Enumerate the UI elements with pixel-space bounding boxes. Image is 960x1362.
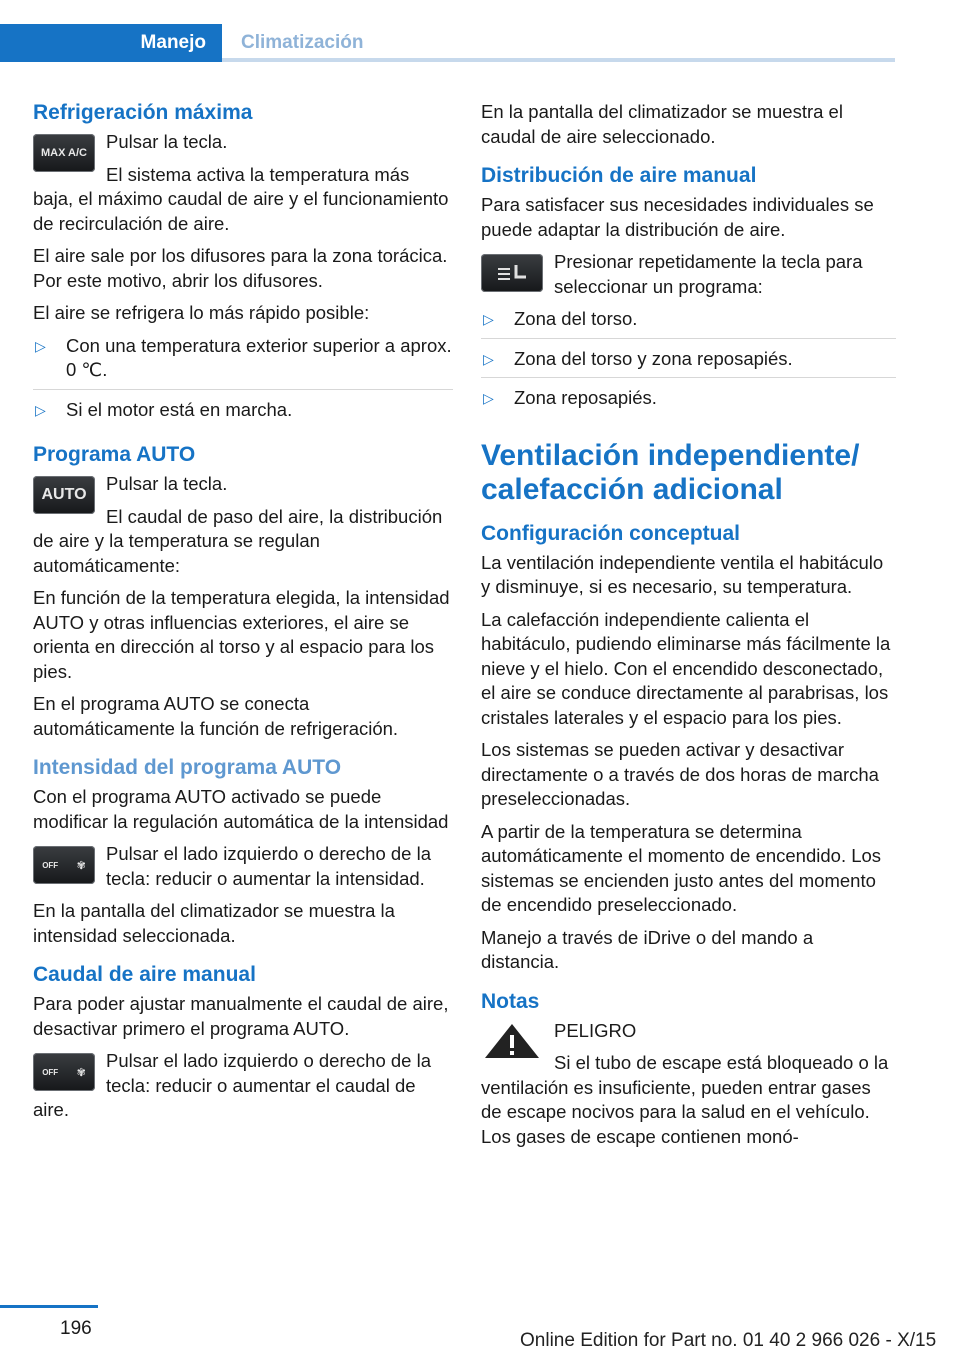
paragraph: La calefacción independiente calienta el habitáculo, pudiendo eliminarse más fácilmente la nieve y el hielo. Con el encendido desconectado, el aire se conduce directamente al parabrisas, los cristales laterales y el espacio para los pies. <box>481 608 891 728</box>
paragraph: A partir de la temperatura se determina automáticamente el momento de encendido. Los sistemas se encienden justo antes del momento de encendido preseleccionado. <box>481 820 882 915</box>
right-column <box>481 100 896 1157</box>
triangle-bullet-icon: ▷ <box>35 401 46 418</box>
fan-icon: ✾ <box>76 859 86 872</box>
paragraph: En función de la temperatura elegida, la intensidad AUTO y otras influencias exteriores, el aire se orienta en dirección al torso y al espacio para los pies. <box>33 587 450 682</box>
triangle-bullet-icon: ▷ <box>35 337 46 354</box>
paragraph: Si el tubo de escape está bloqueado o la ventilación es insuficiente, pueden entrar gases de escape nocivos para la salud en el vehículo. Los gases de escape contienen monó- <box>481 1052 889 1147</box>
paragraph: La ventilación independiente ventila el habitáculo y disminuye, si es necesario, su temperatura. <box>481 551 884 597</box>
paragraph: Los sistemas se pueden activar y desactivar directamente o a través de dos horas de marcha preseleccionadas. <box>481 739 879 809</box>
fan-off-label: OFF <box>42 1067 59 1077</box>
list-item: ▷ Zona reposapiés. <box>481 386 896 417</box>
section-title-caudal: Caudal de aire manual <box>33 963 256 986</box>
section-title-notas: Notas <box>481 989 540 1013</box>
paragraph: En la pantalla del climatizador se muestra la intensidad seleccionada. <box>33 900 395 946</box>
header-tabs <box>0 24 895 62</box>
paragraph: En el programa AUTO se conecta automáticamente la función de refrigeración. <box>33 693 399 739</box>
list-item: ▷ Zona del torso. <box>481 307 896 339</box>
max-ac-key-icon: MAX A/C <box>33 134 95 172</box>
list-item: ▷ Si el motor está en marcha. <box>33 398 453 429</box>
chapter-title: Ventilación independiente/ calefacción adicional <box>481 438 860 506</box>
paragraph: En la pantalla del climatizador se muestra el caudal de aire seleccionado. <box>481 101 843 147</box>
paragraph: El aire sale por los difusores para la zona torácica. Por este motivo, abrir los difusores. <box>33 245 448 291</box>
left-column <box>33 100 453 1131</box>
paragraph: Con el programa AUTO activado se puede modificar la regulación automática de la intensidad <box>33 786 449 832</box>
paragraph: Para poder ajustar manualmente el caudal de aire, desactivar primero el programa AUTO. <box>33 993 449 1039</box>
section-title-distribucion: Distribución de aire manual <box>481 164 757 187</box>
fan-icon: ✾ <box>76 1066 86 1079</box>
bullet-list <box>481 307 896 417</box>
air-distribution-key-icon <box>481 254 543 292</box>
page-number-rule <box>0 1305 98 1308</box>
edition-footer: Online Edition for Part no. 01 40 2 966 026 - X/15 <box>520 1330 937 1351</box>
paragraph: El aire se refrigera lo más rápido posible: <box>33 302 370 323</box>
list-item: ▷ Con una temperatura exterior superior a aprox. 0 ℃. <box>33 334 453 390</box>
tab-climatizacion[interactable]: Climatización <box>241 32 364 53</box>
fan-off-label: OFF <box>42 860 59 870</box>
triangle-bullet-icon: ▷ <box>483 390 494 406</box>
fan-key-icon <box>33 846 95 884</box>
paragraph: Presionar repetidamente la tecla para seleccionar un programa: <box>554 251 863 297</box>
tab-underline <box>222 58 895 62</box>
paragraph: El caudal de paso del aire, la distribución de aire y la temperatura se regulan automáticamente: <box>33 505 443 576</box>
triangle-bullet-icon: ▷ <box>483 311 494 327</box>
paragraph: Pulsar la tecla. <box>106 473 228 494</box>
auto-key-icon: AUTO <box>33 476 95 514</box>
tab-manejo-label: Manejo <box>140 32 206 53</box>
seat-airflow-icon <box>492 261 532 285</box>
section-title-intensidad: Intensidad del programa AUTO <box>33 756 342 779</box>
section-title-configuracion: Configuración conceptual <box>481 521 741 545</box>
tab-manejo[interactable] <box>0 24 222 62</box>
page-number: 196 <box>60 1318 92 1339</box>
paragraph: Para satisfacer sus necesidades individuales se puede adaptar la distribución de aire. <box>481 194 874 240</box>
fan-key-icon <box>33 1053 95 1091</box>
section-title-auto: Programa AUTO <box>33 443 196 466</box>
section-title-refrigeracion: Refrigeración máxima <box>33 101 253 124</box>
paragraph: Pulsar el lado izquierdo o derecho de la tecla: reducir o aumentar el caudal de aire. <box>33 1050 431 1120</box>
bullet-list <box>33 334 453 429</box>
triangle-bullet-icon: ▷ <box>483 350 494 367</box>
list-item: ▷ Zona del torso y zona reposapiés. <box>481 347 896 379</box>
warning-icon <box>481 1021 543 1061</box>
warning-label: PELIGRO <box>554 1019 637 1041</box>
paragraph: Pulsar la tecla. <box>106 131 228 152</box>
paragraph: El sistema activa la temperatura más baja, el máximo caudal de aire y el funcionamiento de recirculación de aire. <box>33 163 449 234</box>
paragraph: Pulsar el lado izquierdo o derecho de la tecla: reducir o aumentar la intensidad. <box>106 843 431 889</box>
paragraph: Manejo a través de iDrive o del mando a distancia. <box>481 926 814 972</box>
